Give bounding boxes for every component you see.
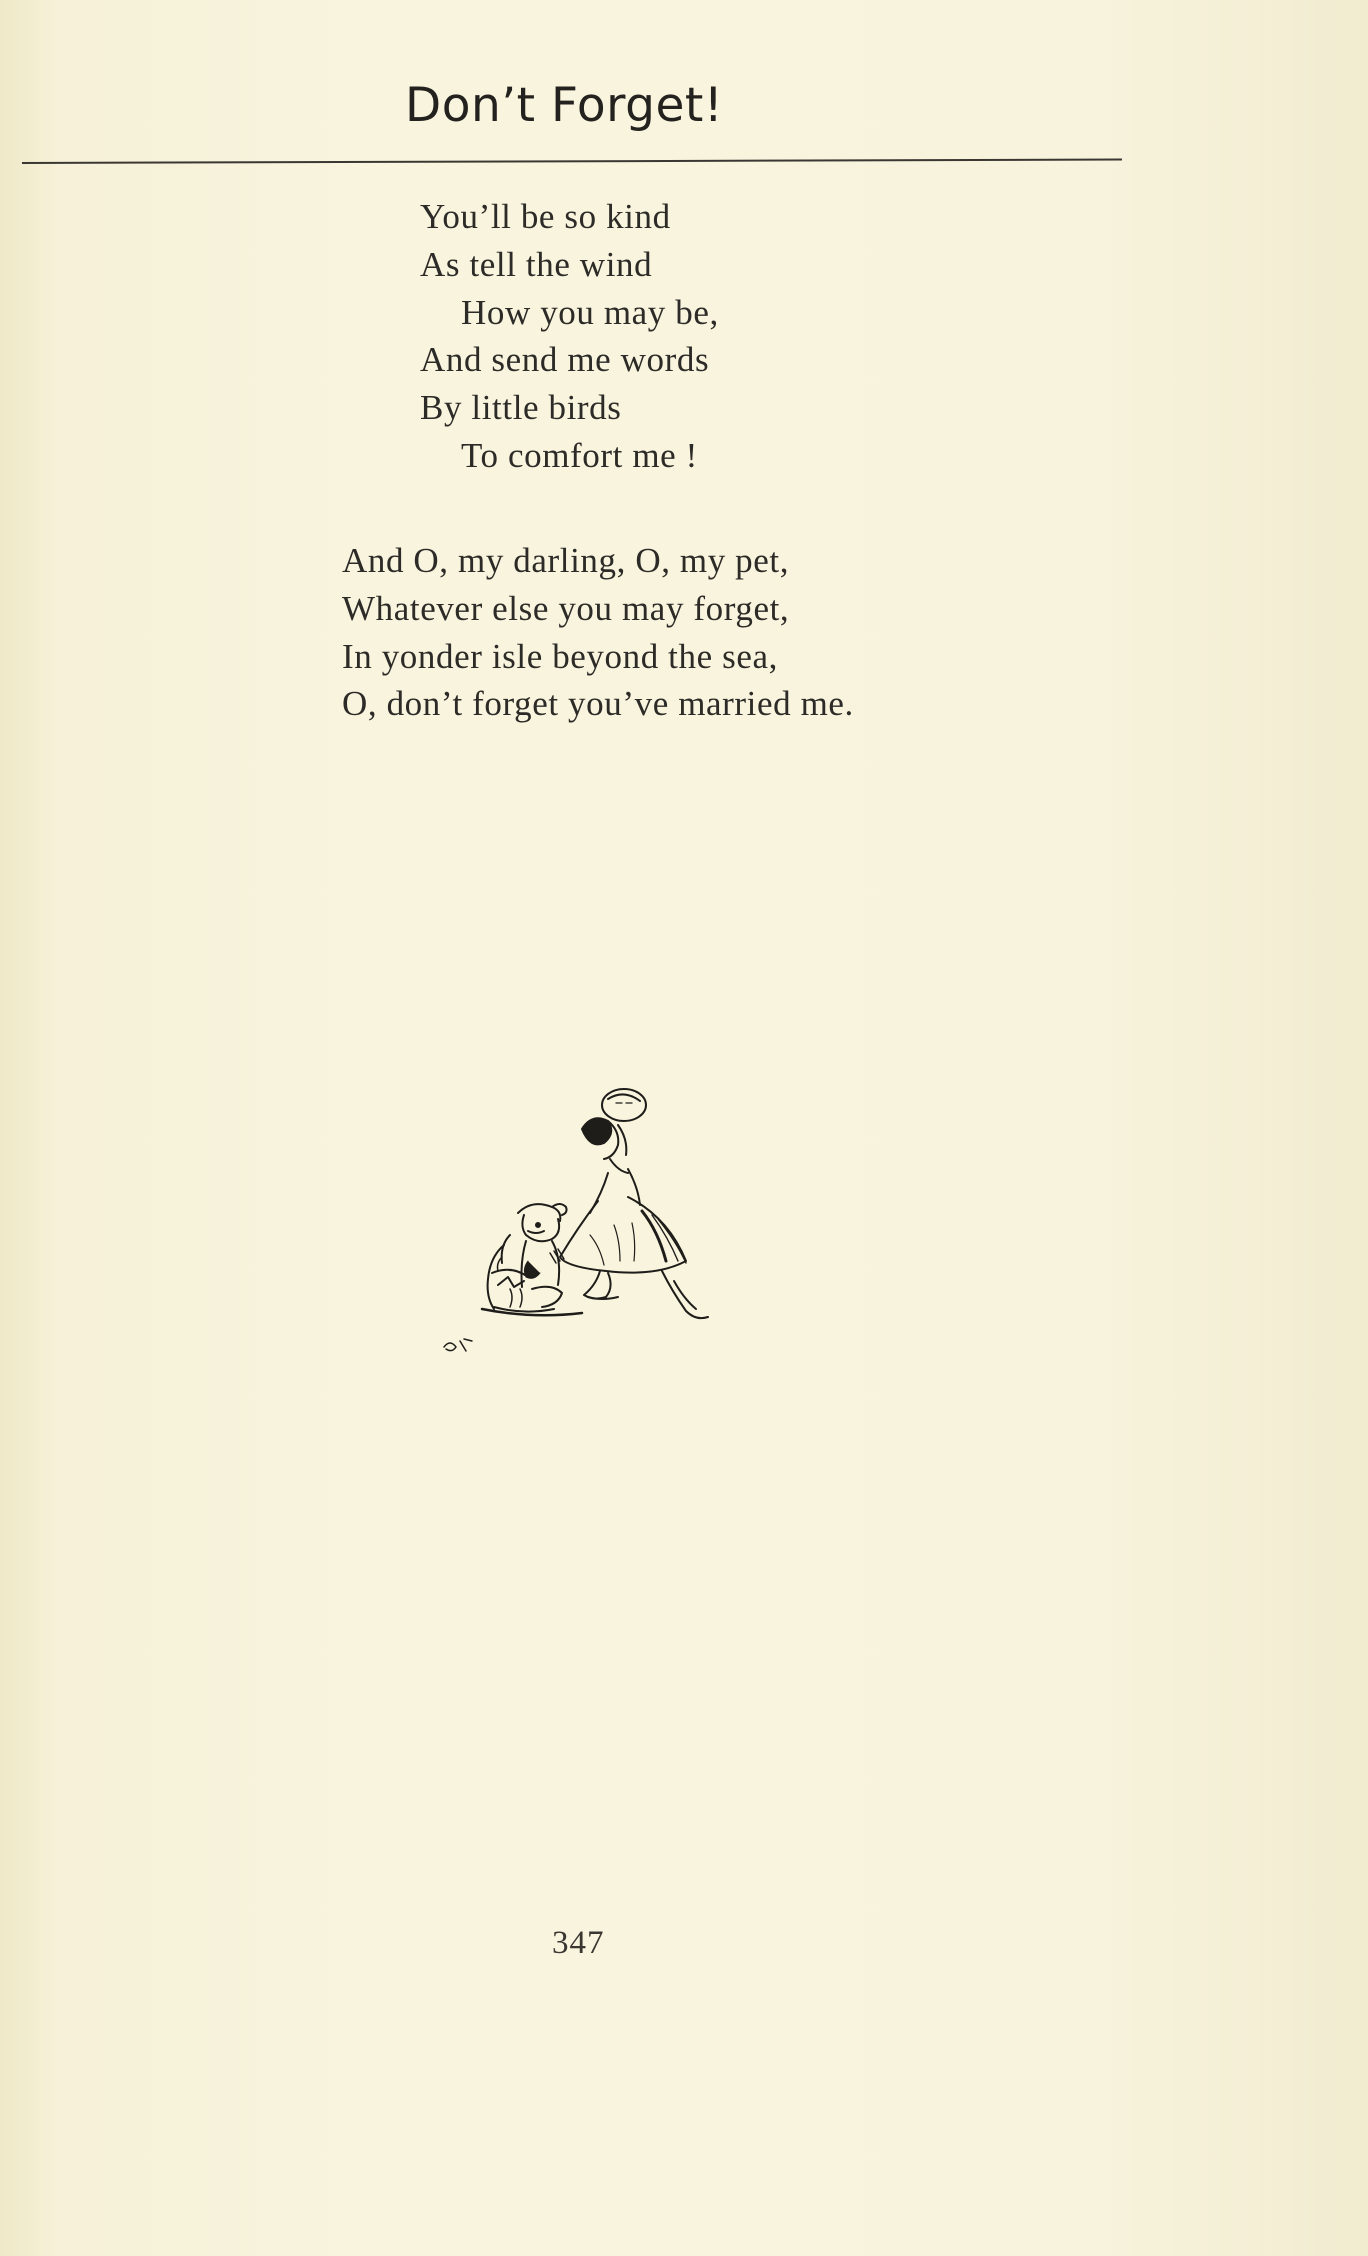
poem-line: Whatever else you may forget, <box>342 588 790 628</box>
poem-line: As tell the wind <box>420 244 653 284</box>
poem-line: In yonder isle beyond the sea, <box>342 636 778 676</box>
poem-line: You’ll be so kind <box>420 197 671 236</box>
poem-line: And O, my darling, O, my pet, <box>342 541 790 580</box>
poem-line: By little birds <box>420 388 622 428</box>
stanza-1 <box>420 193 719 480</box>
poem-line: How you may be, <box>461 292 719 332</box>
sailor-figure <box>444 1204 582 1351</box>
sailor-and-lass-illustration-icon <box>432 1085 722 1375</box>
page-number: 347 <box>552 1925 605 1961</box>
stanza-2 <box>342 537 854 728</box>
poem-line: O, don’t forget you’ve married me. <box>342 684 854 724</box>
header-rule <box>22 159 1122 164</box>
lass-figure <box>560 1089 708 1318</box>
poem-line: To comfort me ! <box>461 435 698 475</box>
running-title: Don’t Forget! <box>405 78 724 133</box>
poem-line: And send me words <box>420 340 710 380</box>
